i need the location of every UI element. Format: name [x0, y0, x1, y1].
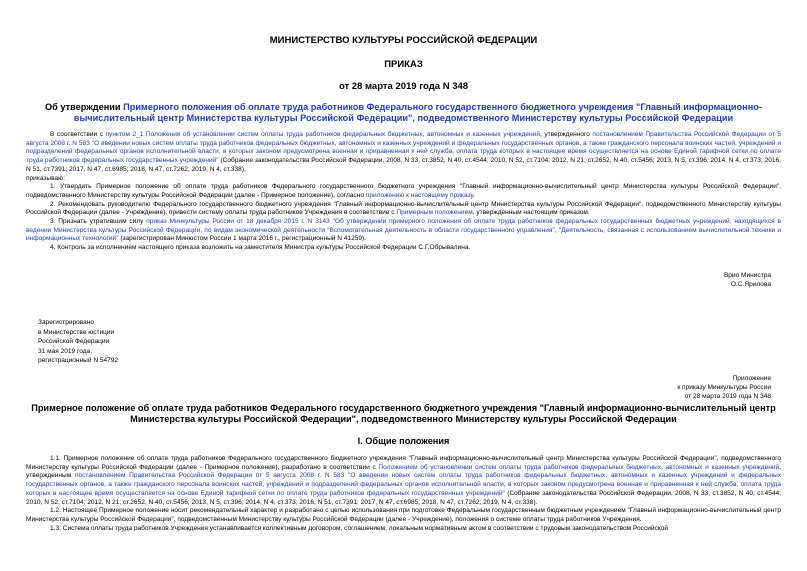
preamble-text-3: (Собрание законодательства Российской Федерации, 2008, N 33, ст.3852, N 40, ст.4544; 2010, N 52, ст.7104; 2012, N 21, ст.2652, N 40, ст.5456; 2013, N 5, ст.396; 2014, N 4, ст.373; 2016, N 51, ст.7391; 2017, N 47, ст.6985; 2018, N 47, ст.7262; 2019, N 4, ст.338), — [26, 157, 781, 173]
registration-block — [38, 318, 118, 366]
item3-end: (зарегистрирован Минюстом России 1 марта 2016 г., регистрационный N 41259). — [118, 235, 367, 243]
ministry-heading: МИНИСТЕРСТВО КУЛЬТУРЫ РОССИЙСКОЙ ФЕДЕРАЦИИ — [269, 35, 538, 46]
regulation-title: Примерное положение об оплате труда работников Федерального государственного бюджетного учреждения "Главный информационно-вычислительный центр Министерства культуры Российской Федерации", подведомственного Министерству культуры Российской Федерации — [31, 403, 776, 424]
section-heading: I. Общие положения — [357, 436, 450, 446]
item2-text: 2. Рекомендовать руководителю Федерального государственного бюджетного учреждения "Главный информационно-вычислительный центр Министерства культуры Российской Федерации", подведомственного Министерству культуры Российской Федерации (далее - Учреждение), привести систему оплаты труда работников Учреждения в соответствие с — [26, 200, 781, 217]
section-body — [26, 455, 781, 533]
registration-line-2: в Министерстве юстиции — [38, 328, 115, 336]
title-prefix: Об утверждении — [45, 102, 124, 112]
order-body — [26, 131, 781, 253]
section-item-1-3: 1.3. Система оплаты труда работников Учреждения устанавливается коллективным договором, соглашением, локальным нормативным актом в соответствии с трудовым законодательством Российской — [50, 524, 669, 532]
item2-link[interactable]: Примерным положением — [396, 209, 473, 217]
order-item-4: 4. Контроль за исполнением настоящего приказа возложить на заместителя Министра культуры Российской Федерации С.Г.Обрывалина. — [50, 244, 471, 252]
appendix-line-1: Приложение — [732, 375, 771, 382]
item2-end: , утвержденным настоящим приказом. — [472, 209, 590, 217]
s11-link-2[interactable]: постановлением Правительства Российской Федерации от 5 августа 2008 г. N 583 "О введении новых систем оплаты труда работников федеральных бюджетных, автономных и казенных учреждений и федеральных государственных органов, а также гражданского персонала воинских частей, учреждений и подразделений федеральных органов исполнительной власти, в которых законом предусмотрена военная и приравненная к ней служба, оплата труда которых в настоящее время осуществляется на основе Единой тарифной сетки по оплате труда работников федеральных государственных учреждений" — [26, 472, 781, 497]
s11-text-3: (Собрание законодательства Российской Федерации, 2008, N 33, ст.3852, N 40, ст.4544; 2010, N 52, ст.7104; 2012, N 21, ст.2652, N 40, ст.5456; 2013, N 5, ст.396; 2014, N 4, ст.373; 2016, N 51, ст.7391; 2017, N 47, ст.6985; 2018, N 47, ст.7262; 2019, N 4, ст.338). — [26, 489, 781, 506]
registration-line-1: Зарегистрировано — [38, 319, 95, 326]
preamble — [26, 131, 781, 175]
item3-text: 3. Признать утратившим силу — [50, 218, 147, 226]
order-item-2 — [26, 201, 781, 218]
section-item-1-1 — [26, 455, 781, 507]
item1-link[interactable]: приложению к настоящему приказу — [365, 191, 474, 199]
appendix-line-3: от 28 марта 2019 года N 348 — [684, 393, 771, 401]
signer-position: Врио Министра — [723, 272, 771, 279]
order-item-1 — [26, 183, 781, 200]
appendix-line-2: к приказу Минкультуры России — [677, 384, 771, 392]
registration-line-4: 31 мая 2019 года, — [38, 347, 93, 355]
doc-date-heading: от 28 марта 2019 года N 348 — [338, 81, 469, 92]
doc-type-heading: ПРИКАЗ — [384, 59, 423, 70]
signature-block — [724, 271, 771, 289]
signer-name: О.С.Ярилова — [730, 281, 771, 288]
s11-link-1[interactable]: Положением об установлении систем оплаты труда работников федеральных бюджетных, автономных и казенных учреждений — [378, 463, 780, 471]
preamble-order-word: приказываю: — [26, 174, 65, 182]
preamble-link-2[interactable]: постановлением Правительства Российской Федерации от 5 августа 2008 г. N 583 "О введении новых систем оплаты труда работников федеральных бюджетных, автономных и казенных учреждений и федеральных государственных органов, а также гражданского персонала воинских частей, учреждений и подразделений федеральных органов исполнительной власти, в которых законом предусмотрена военная и приравненная к ней служба, оплата труда которых в настоящее время осуществляется на основе Единой тарифной сетки по оплате труда работников федеральных государственных учреждений" — [26, 131, 782, 165]
item3-link[interactable]: приказ Минкультуры России от 18 декабря 2015 г. N 3143 "Об утверждении примерного положения об оплате труда работников федеральных государственных бюджетных учреждений, находящихся в ведении Министерства культуры Российской Федерации, по видам экономической деятельности "Вспомогательная деятельность в области государственного управления", "Деятельность, связанная с использованием вычислительной техники и информационных технологий" — [26, 218, 781, 243]
item1-text: 1. Утвердить Примерное положение об оплате труда работников Федерального государственного бюджетного учреждения "Главный информационно-вычислительный центр Министерства культуры Российской Федерации", подведомственного Министерству культуры Российской Федерации (далее - Примерное положение), согласно — [26, 183, 781, 199]
order-title — [40, 102, 767, 124]
appendix-block — [677, 374, 771, 402]
s11-text: 1.1. Примерное положение об оплате труда работников Федерального государственного бюджетного учреждения "Главный информационно-вычислительный центр Министерства культуры Российской Федерации", подведомственного Министерству культуры Российской Федерации (далее - Примерное положение), разработано в соответствии с — [26, 455, 781, 471]
preamble-text-2: , утвержденного — [540, 131, 593, 138]
preamble-link-1[interactable]: пунктом 2_1 Положения об установлении систем оплаты труда работников федеральных бюджетных, автономных и казенных учреждений — [105, 131, 540, 138]
item1-end: . — [473, 191, 475, 199]
preamble-text-1: В соответствии с — [50, 131, 106, 138]
title-link[interactable]: Примерного положения об оплате труда работников Федерального государственного бюджетного учреждения "Главный информационно-вычислительный центр Министерства культуры Российской Федерации", подведомственного Министерству культуры Российской Федерации — [73, 102, 762, 123]
section-item-1-2: 1.2. Настоящее Примерное положение носит рекомендательный характер и разработано с целью использования при подготовке Федеральным государственным бюджетным учреждением "Главный информационно-вычислительный центр Министерства культуры Российской Федерации", подведомственным Министерству культуры Российской Федерации (далее - Учреждение), положения о системе оплаты труда работников Учреждения. — [26, 507, 781, 523]
registration-line-3: Российской Федерации — [38, 338, 110, 346]
registration-line-5: регистрационный N 54792 — [38, 357, 119, 365]
s11-text-2: , утвержденным — [26, 463, 781, 480]
order-item-3 — [26, 218, 781, 244]
